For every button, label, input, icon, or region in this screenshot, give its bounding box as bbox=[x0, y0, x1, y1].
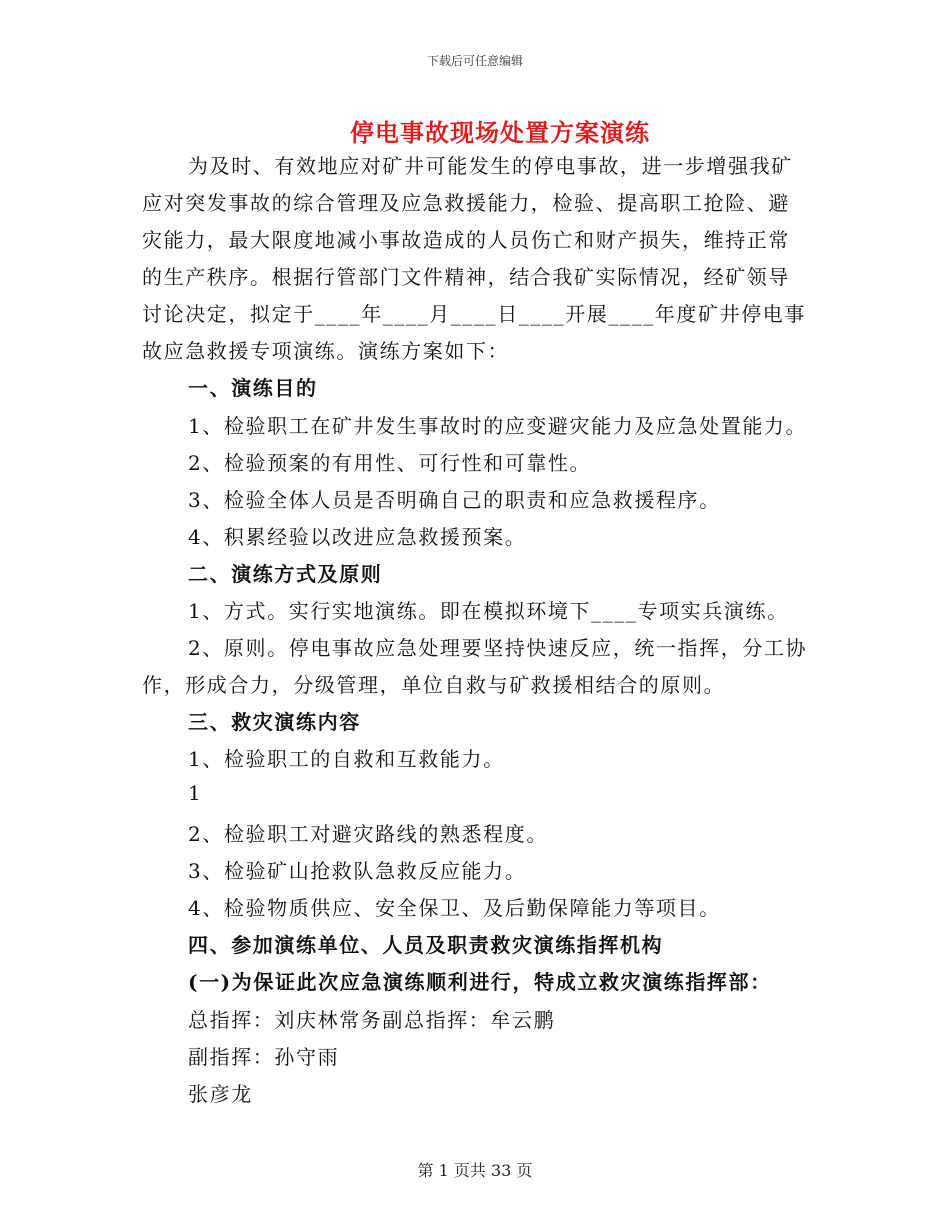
list-item: 作，形成合力，分级管理，单位自救与矿救援相结合的原则。 bbox=[142, 673, 726, 697]
intro-line: 讨论决定，拟定于____年____月____日____开展____年度矿井停电事 bbox=[142, 302, 806, 326]
section-heading: 一、演练目的 bbox=[188, 376, 318, 400]
intro-line: 故应急救援专项演练。演练方案如下： bbox=[142, 339, 510, 363]
list-item: 副指挥：孙守雨 bbox=[188, 1045, 340, 1069]
list-item: 4、检验物质供应、安全保卫、及后勤保障能力等项目。 bbox=[188, 896, 721, 920]
list-item: 4、积累经验以改进应急救援预案。 bbox=[188, 525, 527, 549]
intro-line: 的生产秩序。根据行管部门文件精神，结合我矿实际情况，经矿领导 bbox=[142, 265, 790, 289]
subsection-heading: (一)为保证此次应急演练顺利进行，特成立救灾演练指挥部： bbox=[188, 970, 772, 994]
page-number: 第 1 页共 33 页 bbox=[417, 1161, 533, 1180]
section-heading: 三、救灾演练内容 bbox=[188, 710, 361, 734]
list-item: 张彦龙 bbox=[188, 1082, 253, 1106]
page-header-note: 下载后可任意编辑 bbox=[426, 54, 523, 68]
list-item: 2、检验预案的有用性、可行性和可靠性。 bbox=[188, 451, 592, 475]
list-item: 1、检验职工的自救和互救能力。 bbox=[188, 747, 505, 771]
list-item: 3、检验矿山抢救队急救反应能力。 bbox=[188, 859, 527, 883]
list-item: 1、方式。实行实地演练。即在模拟环境下____专项实兵演练。 bbox=[188, 599, 789, 623]
list-item: 1 bbox=[188, 781, 203, 805]
intro-line: 为及时、有效地应对矿井可能发生的停电事故，进一步增强我矿 bbox=[188, 154, 793, 178]
intro-line: 灾能力，最大限度地减小事故造成的人员伤亡和财产损失，维持正常 bbox=[142, 228, 790, 252]
intro-line: 应对突发事故的综合管理及应急救援能力，检验、提高职工抢险、避 bbox=[142, 191, 790, 215]
list-item: 2、原则。停电事故应急处理要坚持快速反应，统一指挥，分工协 bbox=[188, 636, 808, 660]
section-heading: 四、参加演练单位、人员及职责救灾演练指挥机构 bbox=[188, 933, 664, 957]
list-item: 2、检验职工对避灾路线的熟悉程度。 bbox=[188, 822, 548, 846]
list-item: 1、检验职工在矿井发生事故时的应变避灾能力及应急处置能力。 bbox=[188, 414, 808, 438]
list-item: 总指挥：刘庆林常务副总指挥：牟云鹏 bbox=[188, 1008, 556, 1032]
list-item: 3、检验全体人员是否明确自己的职责和应急救援程序。 bbox=[188, 488, 721, 512]
document-title: 停电事故现场处置方案演练 bbox=[350, 118, 650, 147]
section-heading: 二、演练方式及原则 bbox=[188, 562, 383, 586]
